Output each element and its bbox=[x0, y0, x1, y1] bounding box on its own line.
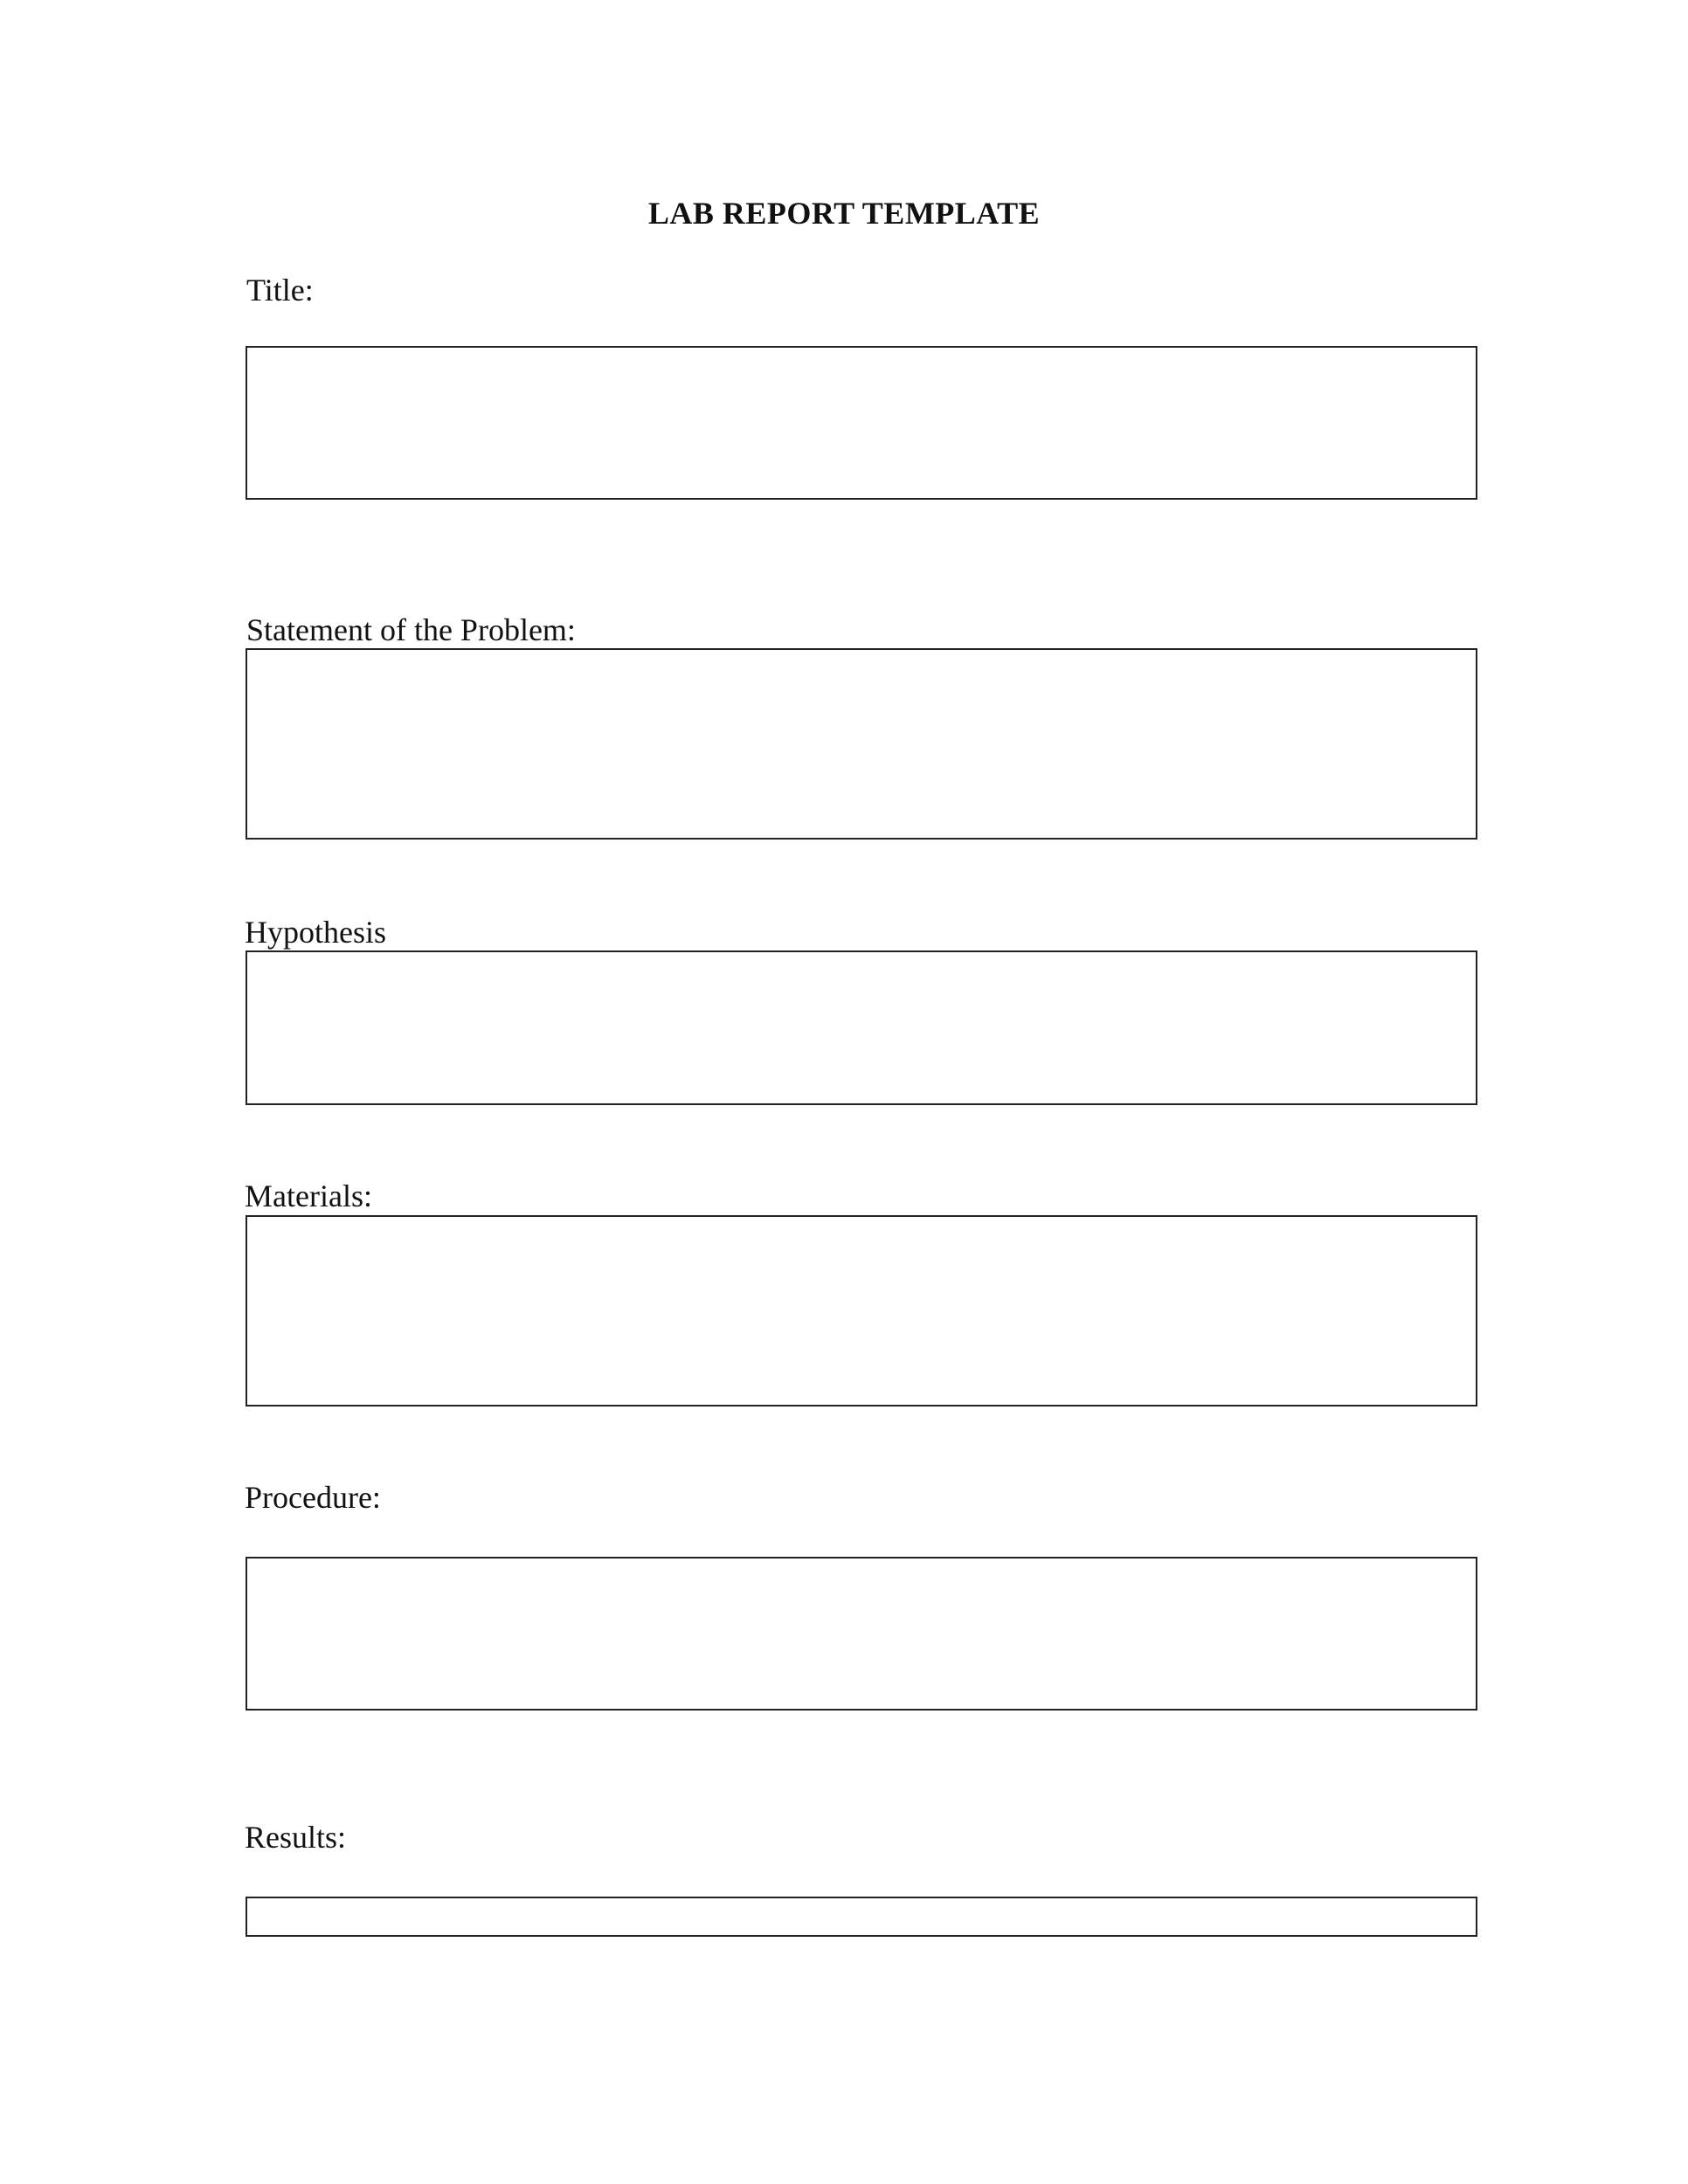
problem-statement-label: Statement of the Problem: bbox=[246, 612, 576, 647]
problem-statement-entry-box[interactable] bbox=[246, 648, 1477, 840]
hypothesis-label: Hypothesis bbox=[245, 915, 386, 950]
title-entry-box[interactable] bbox=[246, 346, 1477, 500]
procedure-label: Procedure: bbox=[245, 1480, 381, 1515]
materials-entry-box[interactable] bbox=[246, 1215, 1477, 1406]
hypothesis-entry-box[interactable] bbox=[246, 950, 1477, 1105]
materials-label: Materials: bbox=[245, 1178, 372, 1213]
results-entry-box[interactable] bbox=[246, 1897, 1477, 1937]
procedure-entry-box[interactable] bbox=[246, 1557, 1477, 1711]
document-title: LAB REPORT TEMPLATE bbox=[647, 196, 1041, 231]
title-label: Title: bbox=[246, 273, 314, 308]
results-label: Results: bbox=[245, 1820, 347, 1855]
